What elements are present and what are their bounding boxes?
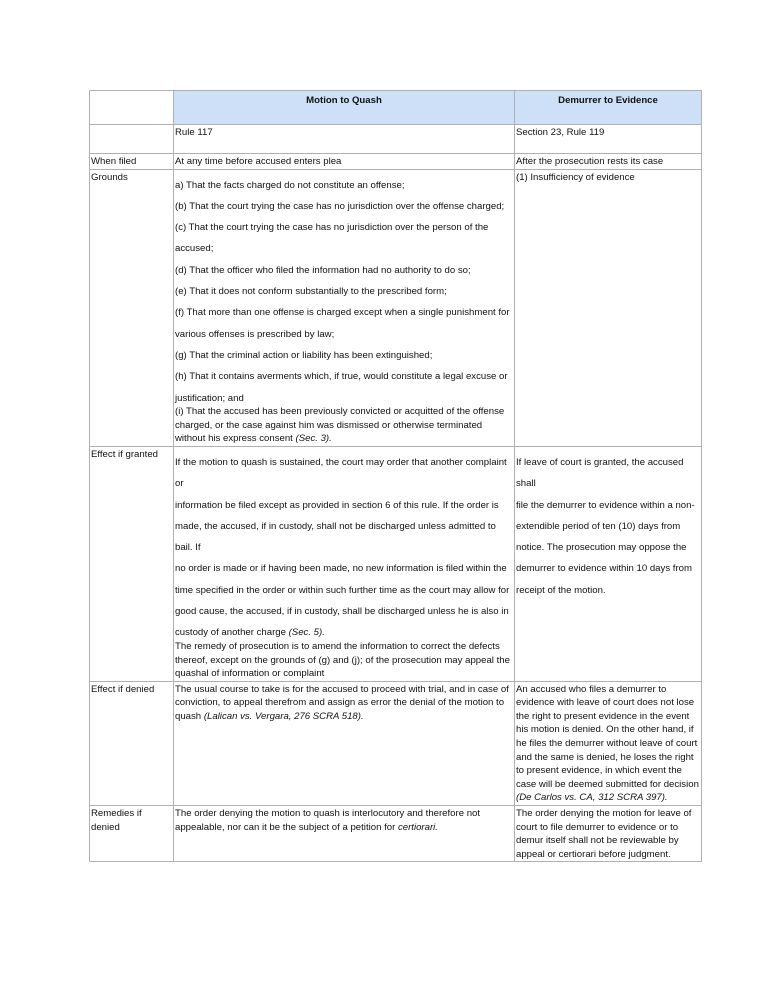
effect-granted-custody <box>175 626 513 640</box>
remedies-denied-row <box>90 806 702 862</box>
header-blank-cell <box>90 91 174 125</box>
effect-granted-line: time specified in the order or within such further time as the court may allow for <box>175 584 510 596</box>
remedies-denied-label: Remedies if denied <box>90 806 174 862</box>
when-filed-label: When filed <box>90 154 174 170</box>
effect-granted-line: good cause, the accused, if in custody, shall be discharged unless he is also in <box>175 606 509 618</box>
grounds-demurrer: (1) Insufficiency of evidence <box>515 169 702 446</box>
effect-denied-text: The usual course to take is for the accused to proceed with trial, and in case of conviction, to appeal therefrom and assign as error the denial of the motion to quash <box>175 683 509 722</box>
effect-denied-demurrer <box>515 681 702 805</box>
effect-granted-demurrer-line: If leave of court is granted, the accused shall <box>516 456 684 490</box>
custody-text: custody of another charge <box>175 627 286 639</box>
grounds-last-item <box>175 405 513 446</box>
remedies-denied-motion-to-quash <box>174 806 515 862</box>
effect-granted-demurrer <box>515 446 702 681</box>
grounds-line: (h) That it contains averments which, if true, would constitute a legal excuse or <box>175 371 508 383</box>
when-filed-row <box>90 154 702 170</box>
custody-citation: (Sec. 5). <box>288 627 325 639</box>
effect-granted-demurrer-line: extendible period of ten (10) days from <box>516 520 681 532</box>
effect-denied-demurrer-text: An accused who files a demurrer to evidence with leave of court does not lose the right to present evidence in the event his motion is denied. On the other hand, if he files the demurrer without leave of court and the same is denied, he loses the right to present evidence, in which event the case will be deemed submitted for decision <box>516 683 699 790</box>
effect-granted-label: Effect if granted <box>90 446 174 681</box>
grounds-last-citation: (Sec. 3). <box>295 433 332 445</box>
grounds-line: (b) That the court trying the case has no jurisdiction over the offense charged; <box>175 200 505 212</box>
grounds-row <box>90 169 702 446</box>
when-filed-motion-to-quash: At any time before accused enters plea <box>174 154 515 170</box>
remedies-denied-em: certiorari. <box>397 821 438 833</box>
header-row <box>90 91 702 125</box>
grounds-line: (c) That the court trying the case has no jurisdiction over the person of the <box>175 222 489 234</box>
rule-demurrer: Section 23, Rule 119 <box>515 125 702 154</box>
effect-granted-line: made, the accused, if in custody, shall not be discharged unless admitted to bail. If <box>175 520 496 554</box>
effect-granted-demurrer-line: notice. The prosecution may oppose the <box>516 542 687 554</box>
grounds-line: a) That the facts charged do not constitute an offense; <box>175 179 405 191</box>
effect-granted-motion-to-quash <box>174 446 515 681</box>
grounds-label: Grounds <box>90 169 174 446</box>
effect-granted-demurrer-line: demurrer to evidence within 10 days from <box>516 563 692 575</box>
rule-label-cell <box>90 125 174 154</box>
header-motion-to-quash: Motion to Quash <box>174 91 515 125</box>
grounds-line: accused; <box>175 243 214 255</box>
effect-granted-row <box>90 446 702 681</box>
header-demurrer: Demurrer to Evidence <box>515 91 702 125</box>
grounds-line: justification; and <box>175 392 244 404</box>
grounds-line: various offenses is prescribed by law; <box>175 328 335 340</box>
effect-denied-citation: (Lalican vs. Vergara, 276 SCRA 518). <box>203 710 364 722</box>
remedies-denied-demurrer: The order denying the motion for leave of court to file demurrer to evidence or to demur itself shall not be reviewable by appeal or certiorari before judgment. <box>515 806 702 862</box>
when-filed-demurrer: After the prosecution rests its case <box>515 154 702 170</box>
effect-granted-demurrer-line: receipt of the motion. <box>516 584 606 596</box>
grounds-line: (e) That it does not conform substantially to the prescribed form; <box>175 286 447 298</box>
grounds-line: (d) That the officer who filed the information had no authority to do so; <box>175 264 471 276</box>
rule-motion-to-quash: Rule 117 <box>174 125 515 154</box>
effect-denied-label: Effect if denied <box>90 681 174 805</box>
effect-granted-remedy: The remedy of prosecution is to amend the information to correct the defects thereof, except on the grounds of (g) and (j); of the prosecution may appeal the quashal of information or complaint <box>175 640 510 680</box>
grounds-last-text: (i) That the accused has been previously convicted or acquitted of the offense charged, or the case against him was dismissed or otherwise terminated without his express consent <box>175 406 505 445</box>
effect-granted-line: If the motion to quash is sustained, the court may order that another complaint or <box>175 456 507 490</box>
effect-granted-demurrer-line: file the demurrer to evidence within a non- <box>516 499 695 511</box>
comparison-table <box>89 90 702 862</box>
grounds-line: (g) That the criminal action or liability has been extinguished; <box>175 349 433 361</box>
effect-denied-motion-to-quash <box>174 681 515 805</box>
effect-denied-demurrer-citation: (De Carlos vs. CA, 312 SCRA 397). <box>516 792 668 804</box>
effect-granted-line: information be filed except as provided in section 6 of this rule. If the order is <box>175 499 499 511</box>
grounds-motion-to-quash <box>174 169 515 446</box>
rule-row <box>90 125 702 154</box>
effect-denied-row <box>90 681 702 805</box>
remedies-denied-text: The order denying the motion to quash is interlocutory and therefore not appealable, nor can it be the subject of a petition for <box>175 808 481 833</box>
grounds-line: (f) That more than one offense is charged except when a single punishment for <box>175 307 510 319</box>
effect-granted-line: no order is made or if having been made, no new information is filed within the <box>175 563 507 575</box>
